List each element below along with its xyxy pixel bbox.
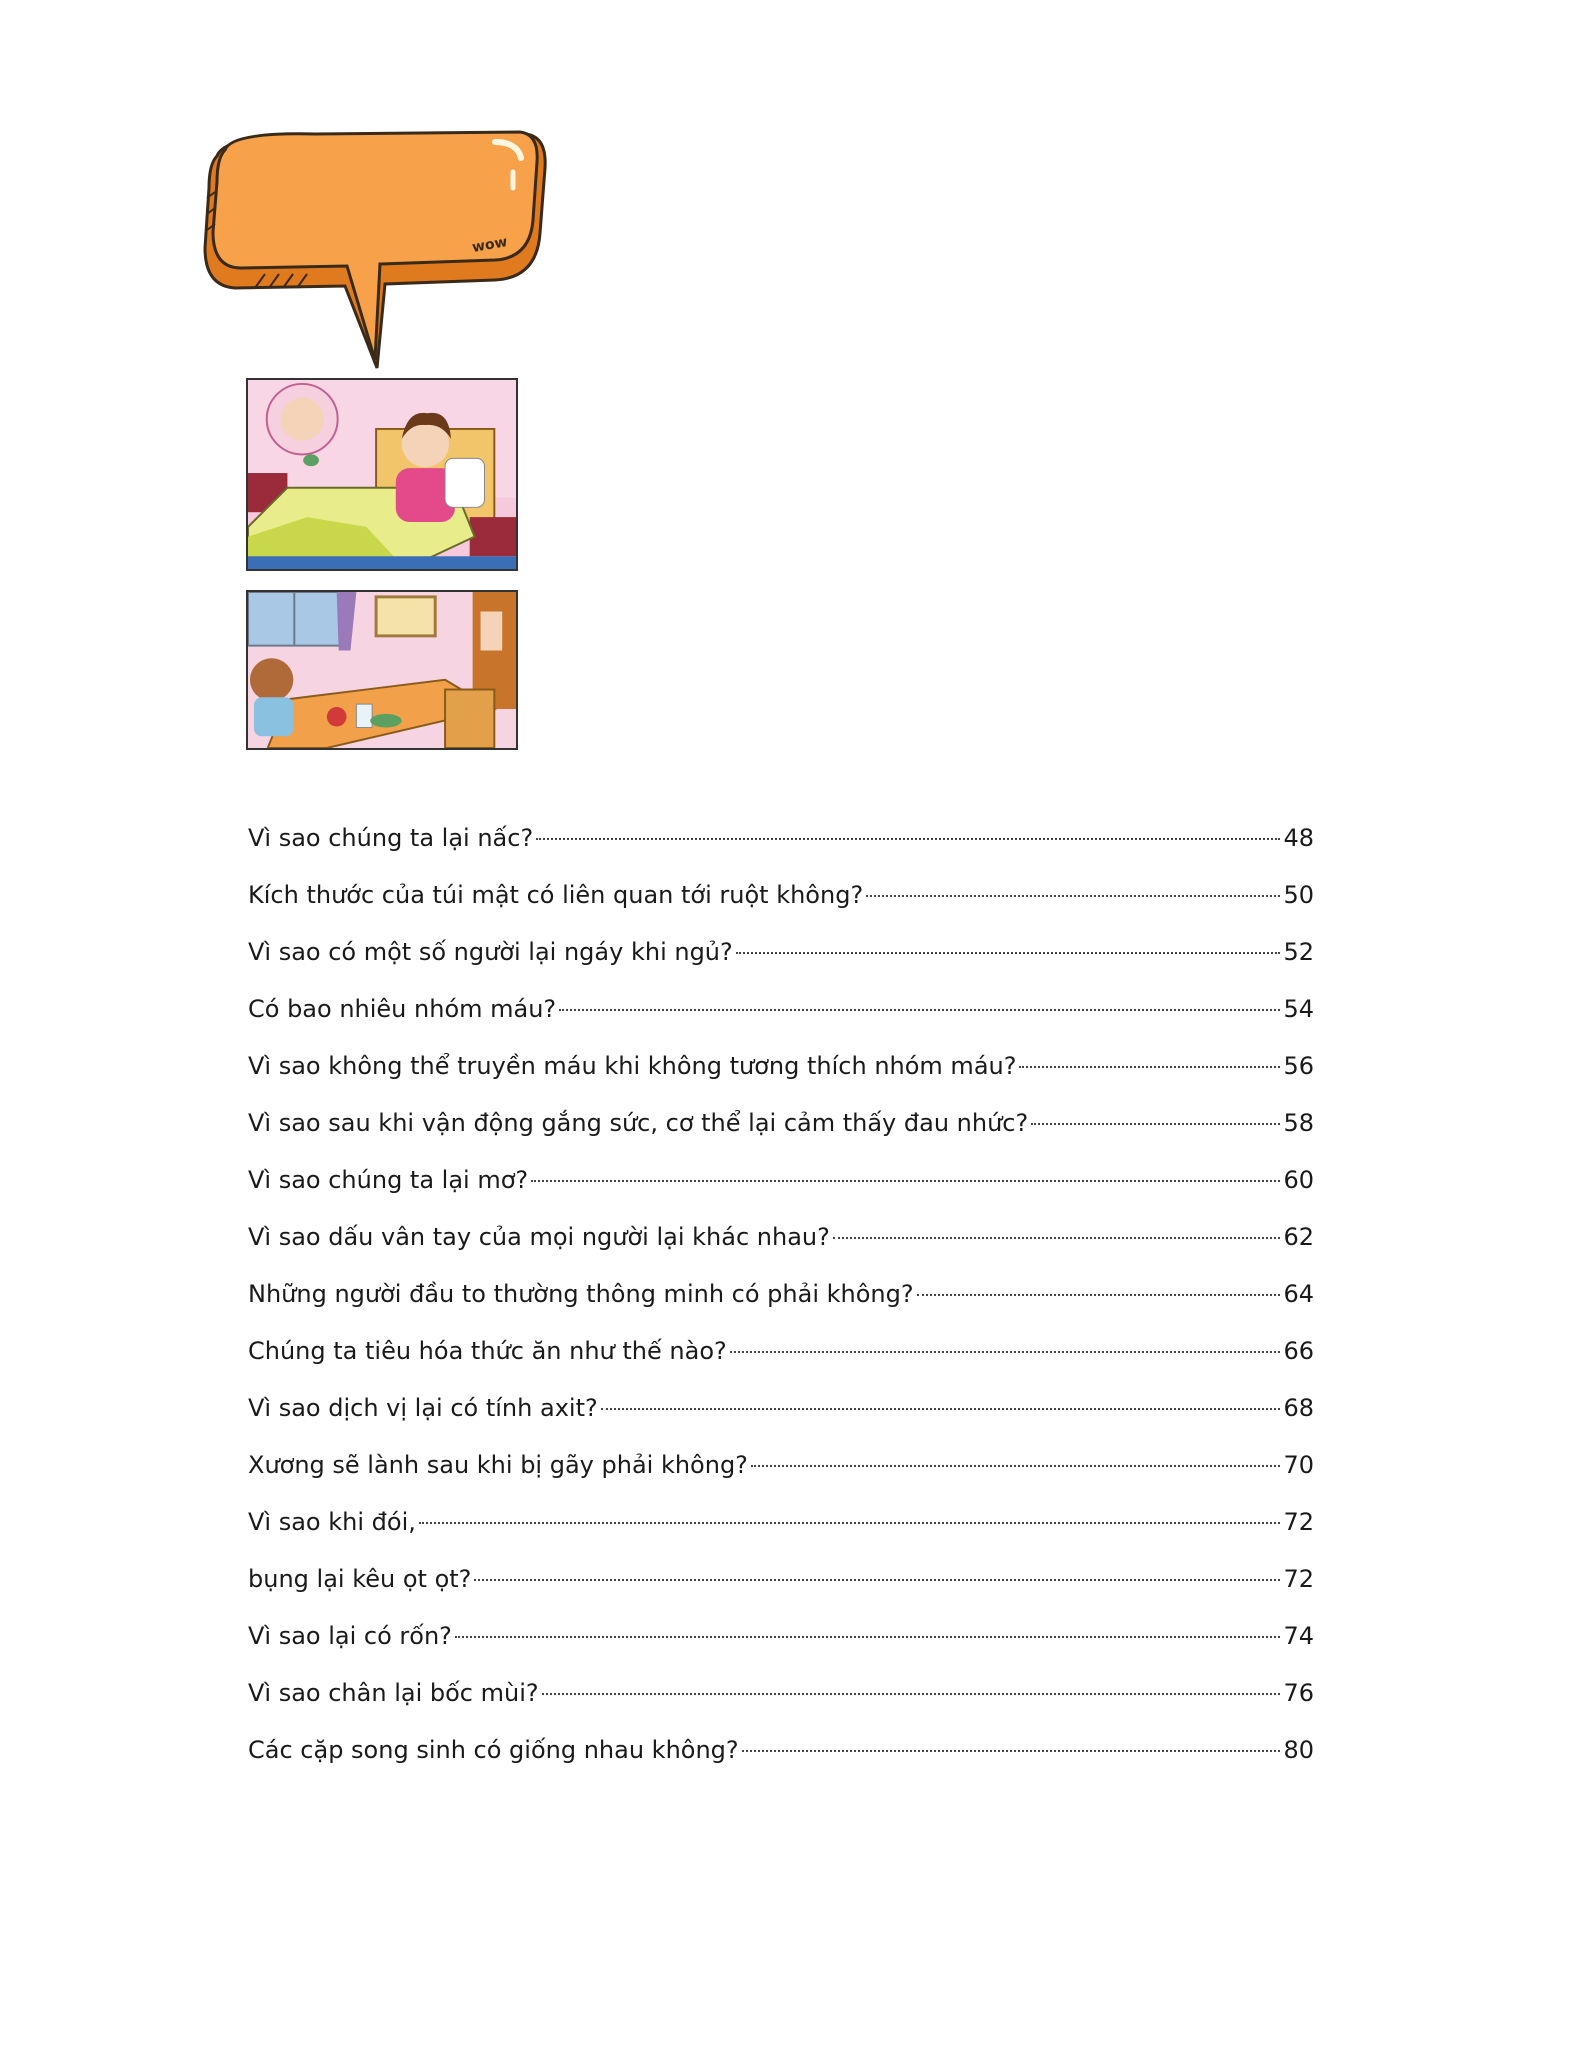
illustration-bedroom xyxy=(246,378,518,571)
toc-entry-title: Vì sao dịch vị lại có tính axit? xyxy=(248,1394,598,1422)
bedroom-scene xyxy=(248,380,516,569)
toc-entry-page: 54 xyxy=(1283,995,1314,1023)
toc-entry[interactable] xyxy=(248,1559,1314,1616)
toc-leader-dots xyxy=(742,1750,1281,1752)
toc-leader-dots xyxy=(1019,1066,1280,1068)
toc-entry-page: 52 xyxy=(1283,938,1314,966)
toc-entry-title: Những người đầu to thường thông minh có phải không? xyxy=(248,1280,914,1308)
toc-entry-page: 68 xyxy=(1283,1394,1314,1422)
toc-leader-dots xyxy=(866,895,1280,897)
toc-entry-page: 58 xyxy=(1283,1109,1314,1137)
toc-entry-page: 66 xyxy=(1283,1337,1314,1365)
toc-entry[interactable] xyxy=(248,932,1314,989)
toc-entry-title: Các cặp song sinh có giống nhau không? xyxy=(248,1736,739,1764)
toc-entry[interactable] xyxy=(248,1673,1314,1730)
toc-leader-dots xyxy=(751,1465,1281,1467)
toc-entry-page: 62 xyxy=(1283,1223,1314,1251)
toc-entry[interactable] xyxy=(248,1502,1314,1559)
toc-entry-page: 60 xyxy=(1283,1166,1314,1194)
toc-entry-page: 70 xyxy=(1283,1451,1314,1479)
toc-leader-dots xyxy=(601,1408,1281,1410)
toc-entry-page: 48 xyxy=(1283,824,1314,852)
toc-entry-title: Vì sao khi đói, xyxy=(248,1508,416,1536)
toc-entry[interactable] xyxy=(248,1730,1314,1787)
toc-entry[interactable] xyxy=(248,1160,1314,1217)
toc-entry-title: Vì sao không thể truyền máu khi không tương thích nhóm máu? xyxy=(248,1052,1017,1080)
toc-leader-dots xyxy=(531,1180,1280,1182)
toc-entry-title: Kích thước của túi mật có liên quan tới ruột không? xyxy=(248,881,864,909)
toc-entry[interactable] xyxy=(248,1046,1314,1103)
toc-entry-page: 56 xyxy=(1283,1052,1314,1080)
toc-entry-title: Vì sao có một số người lại ngáy khi ngủ? xyxy=(248,938,733,966)
toc-leader-dots xyxy=(736,952,1281,954)
toc-entry-title: Vì sao chúng ta lại mơ? xyxy=(248,1166,529,1194)
toc-entry-title: Xương sẽ lành sau khi bị gãy phải không? xyxy=(248,1451,748,1479)
illustration-dining-room xyxy=(246,590,518,750)
toc-leader-dots xyxy=(833,1237,1281,1239)
toc-leader-dots xyxy=(419,1522,1281,1524)
toc-entry-page: 80 xyxy=(1283,1736,1314,1764)
toc-entry-page: 50 xyxy=(1283,881,1314,909)
toc-entry[interactable] xyxy=(248,1331,1314,1388)
toc-entry[interactable] xyxy=(248,989,1314,1046)
toc-leader-dots xyxy=(1031,1123,1280,1125)
toc-entry-title: Vì sao sau khi vận động gắng sức, cơ thể lại cảm thấy đau nhức? xyxy=(248,1109,1029,1137)
toc-entry-page: 72 xyxy=(1283,1508,1314,1536)
toc-entry-title: Có bao nhiêu nhóm máu? xyxy=(248,995,557,1023)
toc-entry[interactable] xyxy=(248,875,1314,932)
bubble-wow-text: wow xyxy=(470,234,509,256)
speech-bubble-graphic xyxy=(195,128,555,378)
toc-entry-title: Chúng ta tiêu hóa thức ăn như thế nào? xyxy=(248,1337,727,1365)
toc-entry[interactable] xyxy=(248,1217,1314,1274)
toc-leader-dots xyxy=(542,1693,1281,1695)
toc-entry-page: 64 xyxy=(1283,1280,1314,1308)
toc-entry[interactable] xyxy=(248,1103,1314,1160)
toc-leader-dots xyxy=(536,838,1280,840)
toc-entry[interactable] xyxy=(248,1445,1314,1502)
toc-entry-title: Vì sao chúng ta lại nấc? xyxy=(248,824,534,852)
toc-entry[interactable] xyxy=(248,1388,1314,1445)
toc-entry-title: Vì sao lại có rốn? xyxy=(248,1622,452,1650)
toc-entry-title: Vì sao dấu vân tay của mọi người lại khác nhau? xyxy=(248,1223,830,1251)
toc-entry-page: 76 xyxy=(1283,1679,1314,1707)
table-of-contents xyxy=(248,818,1314,1787)
toc-entry[interactable] xyxy=(248,1274,1314,1331)
toc-entry-title: bụng lại kêu ọt ọt? xyxy=(248,1565,472,1593)
toc-leader-dots xyxy=(455,1636,1281,1638)
toc-leader-dots xyxy=(474,1579,1280,1581)
toc-leader-dots xyxy=(917,1294,1281,1296)
toc-entry-page: 74 xyxy=(1283,1622,1314,1650)
speech-bubble xyxy=(195,128,555,378)
toc-entry-page: 72 xyxy=(1283,1565,1314,1593)
toc-entry[interactable] xyxy=(248,1616,1314,1673)
toc-leader-dots xyxy=(730,1351,1281,1353)
dining-scene xyxy=(248,592,516,748)
toc-entry-title: Vì sao chân lại bốc mùi? xyxy=(248,1679,539,1707)
toc-entry[interactable] xyxy=(248,818,1314,875)
toc-leader-dots xyxy=(559,1009,1280,1011)
